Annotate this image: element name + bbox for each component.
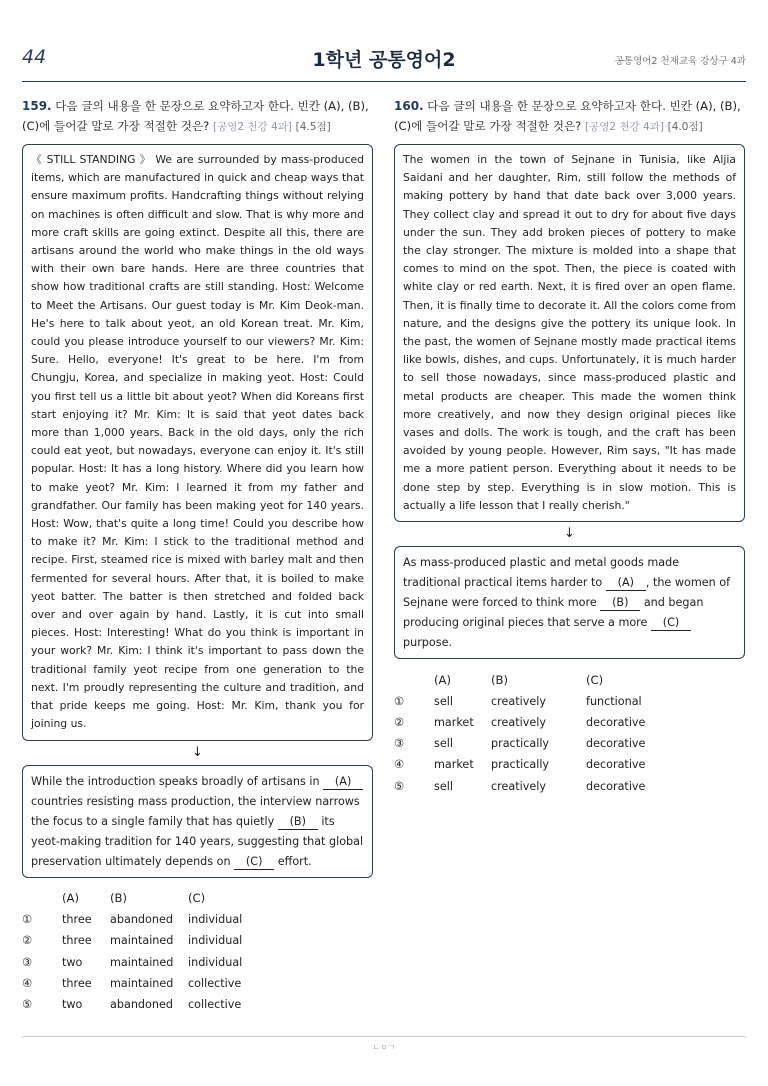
page-number: 44	[22, 46, 47, 68]
option-a: sell	[434, 779, 453, 793]
option-marker: ②	[22, 934, 33, 948]
summary-text: and began producing original pieces that serve a more	[403, 596, 704, 630]
option-column-header: (C)	[188, 891, 206, 906]
footer-divider	[22, 1036, 746, 1037]
down-arrow-icon: ↓	[564, 526, 575, 542]
page-title: 1학년 공통영어2	[312, 49, 456, 71]
option-c: functional	[586, 694, 642, 708]
option-c: individual	[188, 955, 243, 969]
question-159	[22, 96, 373, 1015]
blank-b: (B)	[278, 814, 318, 830]
question-159-header	[22, 96, 373, 137]
summary-box	[394, 546, 745, 659]
summary-text: its yeot-making tradition for 140 years, suggesting that global preservation ultimately depends on	[31, 814, 364, 868]
answer-options	[22, 888, 242, 1016]
blank-c: (C)	[234, 854, 274, 870]
option-marker: ⑤	[22, 998, 33, 1012]
question-number: 160.	[394, 99, 424, 113]
option-column-header: (B)	[491, 672, 509, 687]
question-tag: [공영2 천강 4과]	[213, 121, 292, 133]
option-marker: ①	[22, 912, 33, 926]
option-column-header: (C)	[586, 672, 604, 687]
blank-c: (C)	[651, 615, 691, 631]
option-b: maintained	[110, 934, 174, 948]
summary-text: , the women of Sejnane were forced to think more	[403, 576, 731, 610]
option-a: two	[62, 998, 83, 1012]
option-a: sell	[434, 737, 453, 751]
option-b: creatively	[491, 694, 546, 708]
option-c: individual	[188, 912, 243, 926]
blank-a: (A)	[606, 575, 646, 591]
option-a: three	[62, 976, 92, 990]
answer-option[interactable]	[22, 951, 242, 972]
summary-text: While the introduction speaks broadly of artisans in	[31, 774, 320, 788]
page-subtitle: 공통영어2 천재교육 강상구 4과	[614, 56, 746, 67]
option-c: decorative	[586, 737, 646, 751]
option-b: abandoned	[110, 912, 173, 926]
summary-text: effort.	[277, 854, 312, 868]
answer-option[interactable]	[22, 930, 242, 951]
option-a: market	[434, 758, 474, 772]
option-marker: ②	[394, 715, 405, 729]
option-marker: ④	[22, 976, 33, 990]
answer-option[interactable]	[22, 909, 242, 930]
answer-options	[394, 669, 645, 797]
option-marker: ③	[394, 737, 405, 751]
option-a: three	[62, 934, 92, 948]
option-c: decorative	[586, 779, 646, 793]
option-a: sell	[434, 694, 453, 708]
option-column-header: (A)	[434, 672, 451, 687]
answer-option[interactable]	[394, 733, 645, 754]
option-b: practically	[491, 758, 550, 772]
option-c: individual	[188, 934, 243, 948]
option-c: collective	[188, 998, 242, 1012]
blank-b: (B)	[600, 595, 640, 611]
option-b: practically	[491, 737, 550, 751]
question-160	[394, 96, 745, 797]
option-c: collective	[188, 976, 242, 990]
passage-box: 《 STILL STANDING 》 We are surrounded by mass-produced items, which are manufactured in quick and cheap ways that ensure maximum profits. Handcrafting things without relying on machines is often difficult and slow. That is why more and more craft skills are going extinct. Despite all this, there are artisans around the world who make things in the old ways with their own bare hands. Here are three countries that show how traditional crafts are still standing. Host: Welcome to Meet the Artisans. Our guest today is Mr. Kim Deok-man. He's here to talk about yeot, an old Korean treat. Mr. Kim, could you please introduce yourself to our viewers? Mr. Kim: Sure. Hello, everyone! It's great to be here. I'm from Chungju, Korea, and specialize in making yeot. Host: Could you first tell us a little bit about yeot? When did Koreans first start enjoying it? Mr. Kim: It is said that yeot dates back more than 1,000 years. Back in the old days, only the rich could eat yeot, but nowadays, everyone can enjoy it. It's still popular. Host: It has a long history. Where did you learn how to make yeot? Mr. Kim: I learned it from my father and grandfather. Our family has been making yeot for 140 years. Host: Wow, that's quite a long time! Could you describe how to make it? Mr. Kim: I stick to the traditional method and recipe. First, steamed rice is mixed with barley malt and then fermented for several hours. After that, it is boiled to make yeot batter. The batter is then stretched and folded back over and over again by hand. Lastly, it is cut into small pieces. Host: Interesting! What do you think is important in your work? Mr. Kim: I think it's important to pass down the traditional family yeot recipe from one generation to the next. I'm proudly representing the culture and tradition, and that pride keeps me going. Host: Mr. Kim, thank you for joining us.	[22, 144, 373, 741]
option-column-header: (A)	[62, 891, 79, 906]
option-b: creatively	[491, 715, 546, 729]
option-a: two	[62, 955, 83, 969]
option-marker: ⑤	[394, 779, 405, 793]
answer-option[interactable]	[22, 994, 242, 1015]
option-b: abandoned	[110, 998, 173, 1012]
option-b: maintained	[110, 955, 174, 969]
header-divider	[22, 81, 746, 82]
answer-option[interactable]	[394, 712, 645, 733]
down-arrow-icon: ↓	[192, 744, 203, 760]
option-marker: ③	[22, 955, 33, 969]
question-160-header	[394, 96, 745, 137]
question-prompt: 다음 글의 내용을 한 문장으로 요약하고자 한다. 빈칸 (A), (B), (C)에 들어갈 말로 가장 적절한 것은?	[22, 99, 369, 133]
summary-box	[22, 765, 373, 878]
option-marker: ①	[394, 694, 405, 708]
answer-option[interactable]	[394, 754, 645, 775]
question-tag: [공영2 천강 4과]	[585, 121, 664, 133]
summary-text: countries resisting mass production, the interview narrows the focus to a single family that has quietly	[31, 794, 360, 828]
option-marker: ④	[394, 758, 405, 772]
summary-text: purpose.	[403, 636, 453, 650]
question-points: [4.0점]	[667, 121, 703, 133]
option-a: three	[62, 912, 92, 926]
option-c: decorative	[586, 758, 646, 772]
option-column-header: (B)	[110, 891, 128, 906]
option-b: maintained	[110, 976, 174, 990]
option-a: market	[434, 715, 474, 729]
passage-box: The women in the town of Sejnane in Tunisia, like Aljia Saidani and her daughter, Rim, still follow the methods of making pottery by hand that date back over 3,000 years. They collect clay and spread it out to dry for about five days under the sun. They add broken pieces of pottery to make the clay stronger. The mixture is molded into a shape that comes to mind on the spot. Then, the piece is coated with white clay or red earth. Next, it is fired over an open flame. Then, it is finally time to decorate it. All the colors come from nature, and the designs give the pottery its unique look. In the past, the women of Sejnane mostly made practical items like bowls, dishes, and cups. Unfortunately, it is much harder to sell those nowadays, since mass-produced plastic and metal products are cheaper. This made the women think more creatively, and now they design original pieces like vases and dolls. The work is tough, and the craft has been avoided by young people. However, Rim says, "It has made me a more patient person. Everything about it needs to be done step by step. Everything is in slow motion. This is actually a life lesson that I really cherish."	[394, 144, 745, 522]
answer-option[interactable]	[22, 973, 242, 994]
footer-mark: ㄴㅇㄱ	[372, 1043, 396, 1052]
question-prompt: 다음 글의 내용을 한 문장으로 요약하고자 한다. 빈칸 (A), (B), (C)에 들어갈 말로 가장 적절한 것은?	[394, 99, 741, 133]
option-b: creatively	[491, 779, 546, 793]
option-c: decorative	[586, 715, 646, 729]
summary-text: As mass-produced plastic and metal goods made traditional practical items harder to	[403, 556, 680, 590]
question-number: 159.	[22, 99, 52, 113]
answer-option[interactable]	[394, 776, 645, 797]
question-points: [4.5점]	[295, 121, 331, 133]
blank-a: (A)	[323, 774, 363, 790]
answer-option[interactable]	[394, 690, 645, 711]
